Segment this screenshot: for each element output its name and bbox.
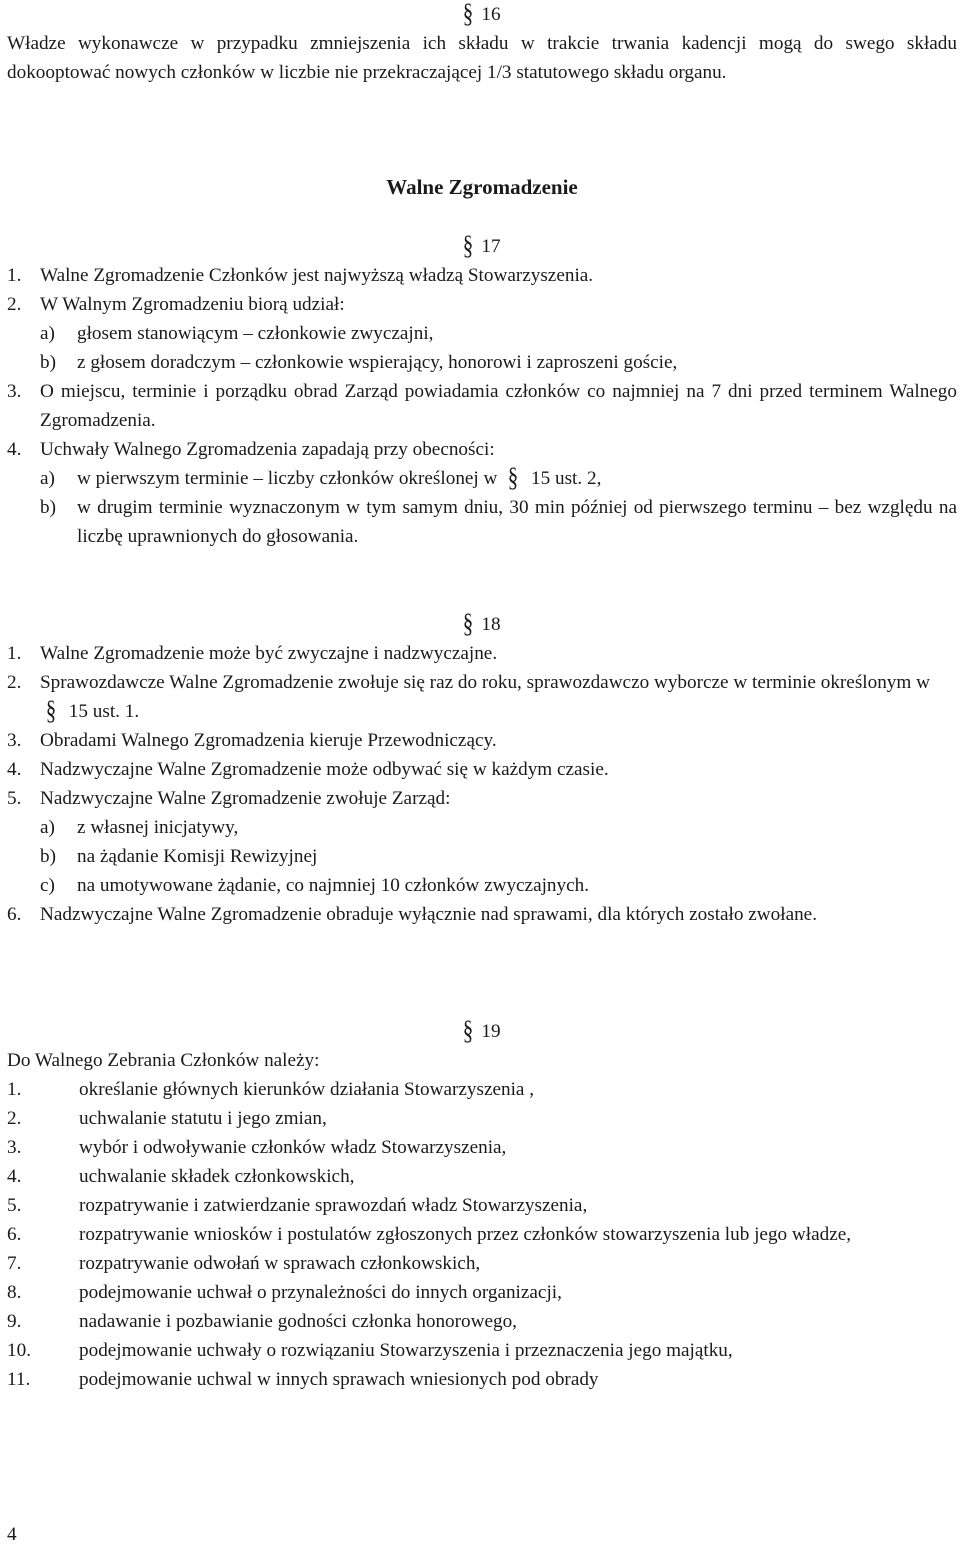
- sub-item-text: [77, 464, 957, 493]
- sub-item-letter: a): [40, 323, 55, 344]
- item-text: nadawanie i pozbawianie godności członka honorowego,: [79, 1311, 517, 1332]
- item-number: 4.: [7, 759, 22, 780]
- sub-item-text: na umotywowane żądanie, co najmniej 10 członków zwyczajnych.: [77, 875, 590, 896]
- item-text: Walne Zgromadzenie może być zwyczajne i nadzwyczajne.: [40, 643, 498, 664]
- section-sign-icon: §: [507, 462, 519, 493]
- section-number: 16: [481, 4, 501, 25]
- section-19: [7, 1017, 957, 1394]
- item-number: 7.: [7, 1253, 22, 1274]
- section-sign-icon: §: [463, 0, 474, 29]
- item-text: [40, 668, 957, 726]
- section-sign-icon: §: [463, 608, 474, 639]
- item-number: 2.: [7, 672, 22, 693]
- sub-item: [7, 871, 957, 900]
- item-text: uchwalanie składek członkowskich,: [79, 1166, 355, 1187]
- list-item: [7, 1307, 957, 1336]
- item-number: 4.: [7, 1166, 22, 1187]
- sub-item-text: głosem stanowiącym – członkowie zwyczajni,: [77, 323, 434, 344]
- item-text: rozpatrywanie odwołań w sprawach członkowskich,: [79, 1253, 481, 1274]
- sub-item-text-after: 15 ust. 2,: [531, 468, 602, 489]
- sub-item: [7, 493, 957, 551]
- section-18: [7, 610, 957, 929]
- sub-item-letter: b): [40, 497, 56, 518]
- item-text: podejmowanie uchwały o rozwiązaniu Stowarzyszenia i przeznaczenia jego majątku,: [79, 1340, 733, 1361]
- item-number: 2.: [7, 1108, 22, 1129]
- list-item: [7, 1220, 957, 1249]
- item-text: Obradami Walnego Zgromadzenia kieruje Przewodniczący.: [40, 730, 497, 751]
- item-text-before: Sprawozdawcze Walne Zgromadzenie zwołuje się raz do roku, sprawozdawczo wyborcze w terminie określonym w: [40, 672, 930, 693]
- item-text-after: 15 ust. 1.: [68, 701, 140, 722]
- item-number: 1.: [7, 1079, 22, 1100]
- list-item: [7, 290, 957, 319]
- item-number: 10.: [7, 1340, 31, 1361]
- item-text: wybór i odwoływanie członków władz Stowarzyszenia,: [79, 1137, 507, 1158]
- item-text: Nadzwyczajne Walne Zgromadzenie obraduje wyłącznie nad sprawami, dla których zostało zwołane.: [40, 904, 817, 925]
- section-number: 18: [481, 614, 501, 635]
- section-16-title: [7, 0, 957, 29]
- list-item: [7, 755, 957, 784]
- item-number: 1.: [7, 265, 22, 286]
- list-item: [7, 1249, 957, 1278]
- sub-item-letter: b): [40, 846, 56, 867]
- sub-item-text: z głosem doradczym – członkowie wspierający, honorowi i zaproszeni goście,: [77, 352, 678, 373]
- section-sign-icon: §: [45, 695, 57, 726]
- sub-item-letter: a): [40, 817, 55, 838]
- sub-item-text: z własnej inicjatywy,: [77, 817, 239, 838]
- list-item: [7, 1336, 957, 1365]
- list-item: [7, 726, 957, 755]
- list-item: [7, 435, 957, 464]
- item-number: 1.: [7, 643, 22, 664]
- item-text: podejmowanie uchwal w innych sprawach wniesionych pod obrady: [79, 1369, 599, 1390]
- sub-item-letter: a): [40, 468, 55, 489]
- section-18-title: [7, 610, 957, 639]
- item-text: rozpatrywanie wniosków i postulatów zgłoszonych przez członków stowarzyszenia lub jego władze,: [79, 1224, 852, 1245]
- list-item: [7, 1162, 957, 1191]
- list-item: [7, 1104, 957, 1133]
- section-16-text: Władze wykonawcze w przypadku zmniejszenia ich składu w trakcie trwania kadencji mogą do swego składu dokooptować nowych członków w liczbie nie przekraczającej 1/3 statutowego składu organu.: [7, 33, 957, 83]
- item-text: podejmowanie uchwał o przynależności do innych organizacji,: [79, 1282, 562, 1303]
- list-item: [7, 1133, 957, 1162]
- section-sign-icon: §: [463, 1015, 474, 1046]
- section-sign-icon: §: [463, 230, 474, 261]
- sub-item-letter: c): [40, 875, 55, 896]
- item-number: 6.: [7, 1224, 22, 1245]
- item-text: określanie głównych kierunków działania Stowarzyszenia ,: [79, 1079, 535, 1100]
- item-number: 5.: [7, 1195, 22, 1216]
- item-text: W Walnym Zgromadzeniu biorą udział:: [40, 294, 345, 315]
- sub-item: [7, 813, 957, 842]
- item-number: 3.: [7, 1137, 22, 1158]
- item-text: Walne Zgromadzenie Członków jest najwyższą władzą Stowarzyszenia.: [40, 265, 594, 286]
- section-number: 17: [481, 236, 501, 257]
- item-number: 4.: [7, 439, 22, 460]
- item-number: 11.: [7, 1369, 31, 1390]
- sub-item-letter: b): [40, 352, 56, 373]
- sub-item: [7, 464, 957, 493]
- item-number: 9.: [7, 1311, 22, 1332]
- sub-item: [7, 319, 957, 348]
- list-item: [7, 261, 957, 290]
- item-number: 5.: [7, 788, 22, 809]
- item-text: Nadzwyczajne Walne Zgromadzenie zwołuje Zarząd:: [40, 788, 451, 809]
- item-text: Nadzwyczajne Walne Zgromadzenie może odbywać się w każdym czasie.: [40, 759, 609, 780]
- item-number: 2.: [7, 294, 22, 315]
- list-item: [7, 1075, 957, 1104]
- item-text: O miejscu, terminie i porządku obrad Zarząd powiadamia członków co najmniej na 7 dni przed terminem Walnego Zgromadzenia.: [40, 381, 957, 431]
- list-item: [7, 1278, 957, 1307]
- section-17-title: [7, 232, 957, 261]
- item-number: 3.: [7, 730, 22, 751]
- section-16: [7, 0, 957, 87]
- sub-item-text: w drugim terminie wyznaczonym w tym samym dniu, 30 min później od pierwszego terminu – bez względu na liczbę uprawnionych do głosowania.: [77, 497, 957, 547]
- sub-item: [7, 842, 957, 871]
- section-number: 19: [481, 1021, 501, 1042]
- list-item: [7, 784, 957, 813]
- sub-item: [7, 348, 957, 377]
- item-number: 3.: [7, 381, 22, 402]
- section-19-intro: Do Walnego Zebrania Członków należy:: [7, 1050, 320, 1071]
- list-item: [7, 1365, 957, 1394]
- sub-item-text: na żądanie Komisji Rewizyjnej: [77, 846, 318, 867]
- item-text: Uchwały Walnego Zgromadzenia zapadają przy obecności:: [40, 439, 495, 460]
- item-number: 8.: [7, 1282, 22, 1303]
- item-text: rozpatrywanie i zatwierdzanie sprawozdań władz Stowarzyszenia,: [79, 1195, 588, 1216]
- list-item: [7, 639, 957, 668]
- item-number: 6.: [7, 904, 22, 925]
- page-number: 4: [7, 1524, 17, 1545]
- sub-item-text-before: w pierwszym terminie – liczby członków określonej w: [77, 468, 498, 489]
- list-item: [7, 900, 957, 929]
- section-17: [7, 232, 957, 551]
- list-item: [7, 377, 957, 435]
- section-19-title: [7, 1017, 957, 1046]
- list-item: [7, 668, 957, 726]
- item-text: uchwalanie statutu i jego zmian,: [79, 1108, 327, 1129]
- chapter-heading: Walne Zgromadzenie: [386, 175, 578, 199]
- list-item: [7, 1191, 957, 1220]
